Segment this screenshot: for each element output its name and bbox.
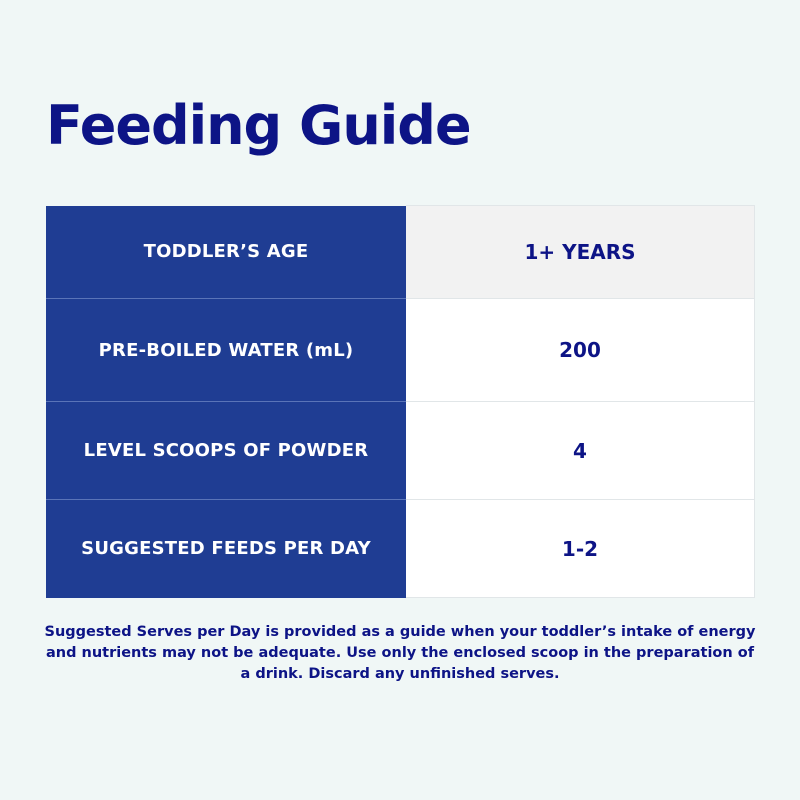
footnote-text: Suggested Serves per Day is provided as a guide when your toddler’s intake of energy and nutrients may not be adequate. Use only the enclosed scoop in the preparation of a drink. Discard any unfinished serves. (44, 624, 756, 682)
row-value: 1-2 (406, 500, 755, 598)
row-value: 4 (406, 402, 755, 500)
row-value: 200 (406, 299, 755, 402)
row-label: SUGGESTED FEEDS PER DAY (46, 500, 406, 598)
feeding-guide-table (46, 205, 755, 598)
row-value: 1+ YEARS (406, 206, 755, 299)
page-title: Feeding Guide (46, 94, 471, 157)
row-label: LEVEL SCOOPS OF POWDER (46, 402, 406, 500)
table-row-water (46, 299, 755, 402)
row-label: PRE-BOILED WATER (mL) (46, 299, 406, 402)
table-row-scoops (46, 402, 755, 500)
row-label: TODDLER’S AGE (46, 206, 406, 299)
table-row-toddler-age (46, 206, 755, 299)
table-row-feeds (46, 500, 755, 598)
